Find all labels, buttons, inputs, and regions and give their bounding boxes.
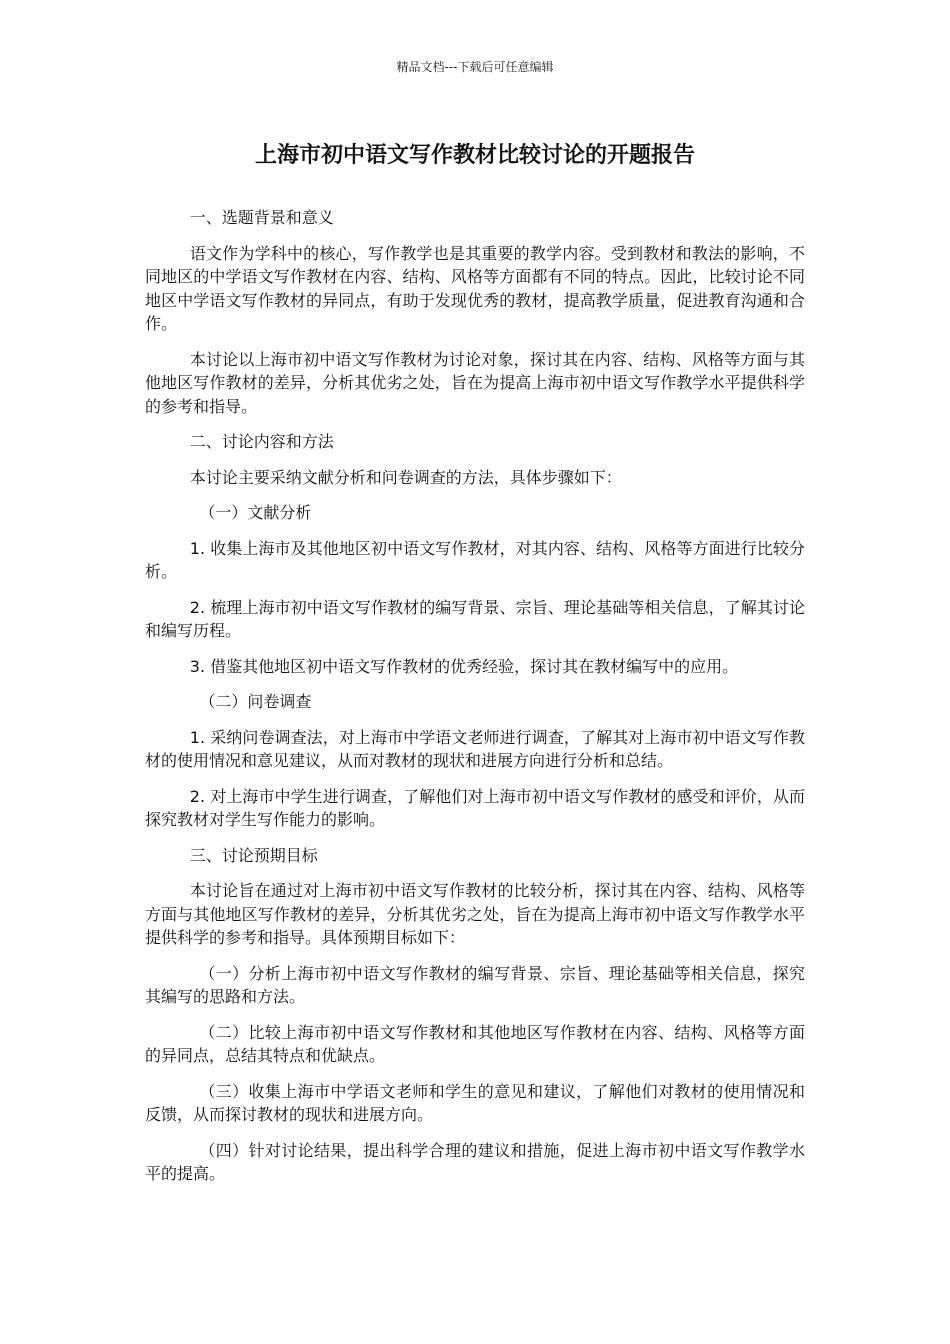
list-item: 2. 梳理上海市初中语文写作教材的编写背景、宗旨、理论基础等相关信息，了解其讨论和编写历程。 [145,597,805,640]
page-header: 精品文档---下载后可任意编辑 [396,60,554,74]
list-item: 2. 对上海市中学生进行调查，了解他们对上海市初中语文写作教材的感受和评价，从而探究教材对学生写作能力的影响。 [145,786,805,829]
document-body [145,206,805,1198]
goal-item: （三）收集上海市中学语文老师和学生的意见和建议，了解他们对教材的使用情况和反馈，从而探讨教材的现状和进展方向。 [145,1081,805,1124]
list-item: 3. 借鉴其他地区初中语文写作教材的优秀经验，探讨其在教材编写中的应用。 [189,656,739,676]
document-title: 上海市初中语文写作教材比较讨论的开题报告 [254,143,695,168]
body-paragraph: 本讨论主要采纳文献分析和问卷调查的方法，具体步骤如下： [189,467,622,487]
list-item: 1. 采纳问卷调查法，对上海市中学语文老师进行调查，了解其对上海市初中语文写作教材的使用情况和意见建议，从而对教材的现状和进展方向进行分析和总结。 [145,727,805,770]
section-heading: 二、讨论内容和方法 [189,432,334,451]
body-paragraph: 本讨论旨在通过对上海市初中语文写作教材的比较分析，探讨其在内容、结构、风格等方面与其他地区写作教材的差异，分析其优劣之处，旨在为提高上海市初中语文写作教学水平提供科学的参考和指导。具体预期目标如下： [145,881,805,947]
list-item: 1. 收集上海市及其他地区初中语文写作教材，对其内容、结构、风格等方面进行比较分析。 [145,538,805,581]
section-heading: 三、讨论预期目标 [189,845,318,865]
body-paragraph: 语文作为学科中的核心，写作教学也是其重要的教学内容。受到教材和教法的影响，不同地区的中学语文写作教材在内容、结构、风格等方面都有不同的特点。因此，比较讨论不同地区中学语文写作教材的异同点，有助于发现优秀的教材，提高教学质量，促进教育沟通和合作。 [145,243,805,333]
body-paragraph: 本讨论以上海市初中语文写作教材为讨论对象，探讨其在内容、结构、风格等方面与其他地区写作教材的差异，分析其优劣之处，旨在为提高上海市初中语文写作教学水平提供科学的参考和指导。 [145,349,805,416]
subsection-heading: （二）问卷调查 [199,692,312,711]
goal-item: （一）分析上海市初中语文写作教材的编写背景、宗旨、理论基础等相关信息，探究其编写的思路和方法。 [145,963,805,1006]
goal-item: （二）比较上海市初中语文写作教材和其他地区写作教材在内容、结构、风格等方面的异同点，总结其特点和优缺点。 [145,1022,805,1065]
section-heading: 一、选题背景和意义 [189,208,334,227]
goal-item: （四）针对讨论结果，提出科学合理的建议和措施，促进上海市初中语文写作教学水平的提高。 [145,1140,805,1183]
subsection-heading: （一）文献分析 [199,503,312,522]
